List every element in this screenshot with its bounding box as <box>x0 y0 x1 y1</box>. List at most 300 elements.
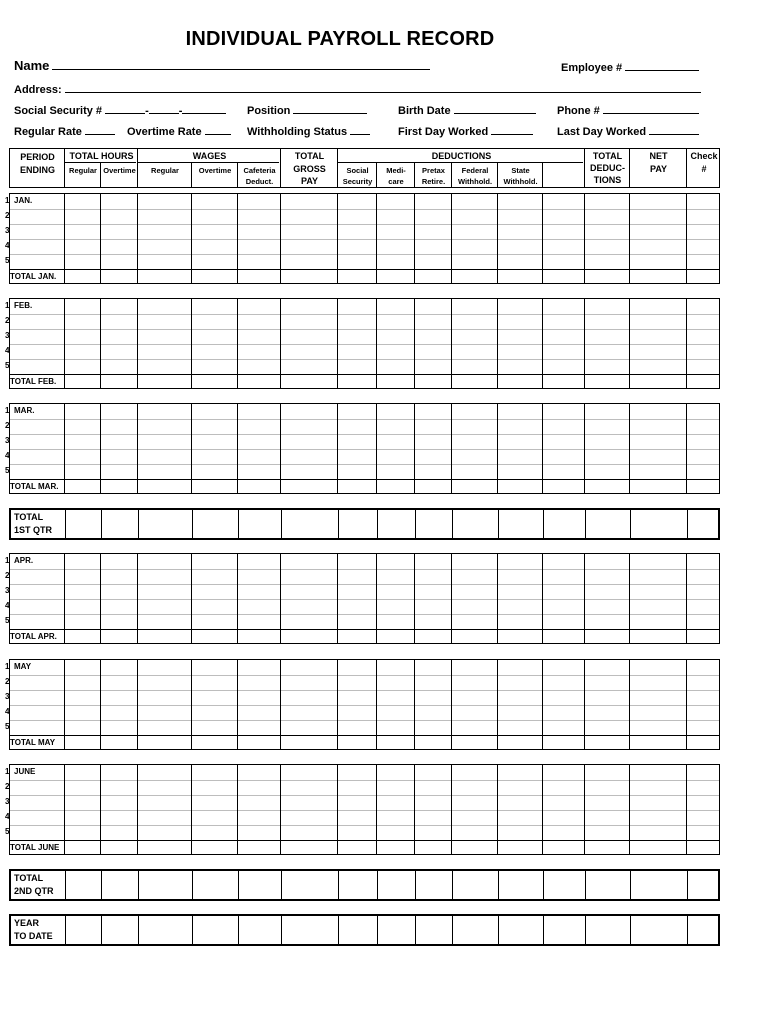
row-divider <box>10 810 719 811</box>
column-divider <box>338 916 339 944</box>
column-divider <box>376 554 377 643</box>
header-column-divider <box>686 149 687 187</box>
table-row[interactable] <box>10 675 719 690</box>
column-divider <box>415 510 416 538</box>
ssn-part1-line[interactable] <box>105 103 145 114</box>
header-column-divider <box>584 149 585 187</box>
header-subcolumn-divider <box>376 163 377 187</box>
table-row[interactable] <box>10 705 719 720</box>
name-line[interactable] <box>52 59 430 70</box>
table-row[interactable] <box>10 329 719 344</box>
column-divider <box>191 554 192 643</box>
ssn-part3-line[interactable] <box>182 103 226 114</box>
ssn-sep1: - <box>145 105 149 117</box>
column-divider <box>687 510 688 538</box>
row-number: 4 <box>5 812 10 821</box>
column-divider <box>630 871 631 899</box>
row-number: 1 <box>5 556 10 565</box>
row-number: 5 <box>5 827 10 836</box>
column-divider <box>338 510 339 538</box>
header-group-underline <box>338 162 583 163</box>
row-divider <box>10 254 719 255</box>
header-federal-line1: Federal <box>461 166 489 175</box>
column-divider <box>101 510 102 538</box>
address-field[interactable] <box>14 82 701 96</box>
column-divider <box>137 299 138 388</box>
header-medicare-line2: care <box>388 177 404 186</box>
ssn-sep2: - <box>178 105 183 117</box>
row-divider <box>10 584 719 585</box>
table-row[interactable] <box>10 780 719 795</box>
column-divider <box>377 871 378 899</box>
column-divider <box>414 660 415 749</box>
phone-line[interactable] <box>603 103 699 114</box>
position-field[interactable] <box>247 103 367 117</box>
column-divider <box>542 299 543 388</box>
employee-label: Employee # <box>561 62 623 74</box>
header-subcolumn-divider <box>191 163 192 187</box>
column-divider <box>280 404 281 493</box>
table-row[interactable] <box>10 359 719 374</box>
withholding-field[interactable] <box>247 124 370 138</box>
column-divider <box>376 194 377 283</box>
column-divider <box>237 404 238 493</box>
column-divider <box>100 299 101 388</box>
row-number: 5 <box>5 256 10 265</box>
header-social-security <box>338 166 377 187</box>
column-divider <box>238 916 239 944</box>
employee-line[interactable] <box>625 60 699 71</box>
quarter-total-line2: 2ND QTR <box>14 886 54 896</box>
table-row[interactable] <box>10 314 719 329</box>
header-medicare <box>377 166 415 187</box>
column-divider <box>64 554 65 643</box>
month-block <box>9 403 720 494</box>
column-divider <box>497 554 498 643</box>
table-row[interactable] <box>10 690 719 705</box>
row-divider <box>10 359 719 360</box>
table-row[interactable] <box>10 584 719 599</box>
regular-rate-field[interactable] <box>14 124 115 138</box>
table-row[interactable] <box>10 194 719 209</box>
header-total-hours: TOTAL HOURS <box>69 151 134 161</box>
table-row[interactable] <box>10 434 719 449</box>
column-divider <box>415 916 416 944</box>
row-divider <box>10 599 719 600</box>
column-divider <box>542 404 543 493</box>
table-row[interactable] <box>10 209 719 224</box>
column-divider <box>687 871 688 899</box>
column-divider <box>101 916 102 944</box>
address-line[interactable] <box>65 82 701 93</box>
month-total-label: TOTAL JUNE <box>10 843 60 852</box>
quarter-total-label <box>14 872 54 898</box>
header-cafeteria-line1: Cafeteria <box>243 166 276 175</box>
row-number: 1 <box>5 662 10 671</box>
column-divider <box>237 299 238 388</box>
header-column-divider <box>280 149 281 187</box>
table-row[interactable] <box>10 825 719 840</box>
column-divider <box>100 660 101 749</box>
month-total-label: TOTAL MAY <box>10 738 56 747</box>
overtime-rate-field[interactable] <box>127 124 231 138</box>
header-subcolumn-divider <box>542 163 543 187</box>
phone-label: Phone # <box>557 105 600 117</box>
column-divider <box>415 871 416 899</box>
header-total-gross <box>281 151 338 187</box>
column-divider <box>414 194 415 283</box>
header-net-line1: NET <box>649 151 668 161</box>
position-label: Position <box>247 105 291 117</box>
quarter-total-line1: TOTAL <box>14 512 44 522</box>
column-divider <box>337 194 338 283</box>
column-divider <box>338 871 339 899</box>
column-divider <box>192 916 193 944</box>
column-divider <box>686 404 687 493</box>
header-deductions: DEDUCTIONS <box>431 151 492 161</box>
row-number: 1 <box>5 406 10 415</box>
column-divider <box>280 765 281 854</box>
header-subcolumn-divider <box>237 163 238 187</box>
column-divider <box>629 660 630 749</box>
month-label: FEB. <box>14 301 33 310</box>
column-divider <box>64 765 65 854</box>
header-total-gross-line3: PAY <box>300 176 318 186</box>
column-divider <box>687 916 688 944</box>
employee-field[interactable] <box>561 60 699 74</box>
column-divider <box>686 765 687 854</box>
header-total-gross-line2: GROSS <box>293 164 326 174</box>
quarter-total-block <box>9 869 720 901</box>
month-total-label: TOTAL MAR. <box>10 482 59 491</box>
row-number: 4 <box>5 346 10 355</box>
table-row[interactable] <box>10 404 719 419</box>
column-divider <box>414 404 415 493</box>
first-day-label: First Day Worked <box>398 126 489 138</box>
row-divider <box>10 569 719 570</box>
phone-field[interactable] <box>557 103 699 117</box>
column-divider <box>498 510 499 538</box>
column-divider <box>65 916 66 944</box>
last-day-label: Last Day Worked <box>557 126 647 138</box>
column-divider <box>100 765 101 854</box>
table-row[interactable] <box>10 239 719 254</box>
table-row[interactable] <box>10 720 719 735</box>
header-total-ded-line2: DEDUC- <box>590 163 625 173</box>
table-row[interactable] <box>10 614 719 629</box>
row-number: 2 <box>5 211 10 220</box>
column-divider <box>237 554 238 643</box>
row-number: 4 <box>5 601 10 610</box>
column-divider <box>238 510 239 538</box>
column-divider <box>238 871 239 899</box>
column-divider <box>138 510 139 538</box>
name-field[interactable] <box>14 58 430 73</box>
header-state-line2: Withhold. <box>503 177 538 186</box>
header-medicare-line1: Medi- <box>386 166 406 175</box>
column-divider <box>337 765 338 854</box>
regular-rate-line[interactable] <box>85 124 115 135</box>
row-number: 2 <box>5 421 10 430</box>
header-check-line1: Check <box>690 151 718 161</box>
column-divider <box>337 660 338 749</box>
header-total-ded-line1: TOTAL <box>592 151 623 161</box>
column-divider <box>280 299 281 388</box>
row-divider <box>10 209 719 210</box>
table-row[interactable] <box>10 299 719 314</box>
column-divider <box>65 871 66 899</box>
column-divider <box>451 404 452 493</box>
quarter-total-label <box>14 511 52 537</box>
total-row-divider <box>10 479 719 480</box>
last-day-field[interactable] <box>557 124 699 138</box>
table-row[interactable] <box>10 810 719 825</box>
column-divider <box>337 299 338 388</box>
column-divider <box>498 916 499 944</box>
month-block <box>9 193 720 284</box>
column-divider <box>137 660 138 749</box>
table-row[interactable] <box>10 569 719 584</box>
column-divider <box>629 404 630 493</box>
column-divider <box>414 554 415 643</box>
last-day-line[interactable] <box>649 124 699 135</box>
column-divider <box>237 194 238 283</box>
column-divider <box>376 765 377 854</box>
column-divider <box>100 554 101 643</box>
row-divider <box>10 795 719 796</box>
header-total-ded-line3: TIONS <box>593 175 622 185</box>
column-divider <box>376 299 377 388</box>
column-divider <box>451 554 452 643</box>
row-number: 5 <box>5 722 10 731</box>
row-divider <box>10 464 719 465</box>
row-divider <box>10 780 719 781</box>
table-header <box>9 148 720 188</box>
table-row[interactable] <box>10 344 719 359</box>
row-divider <box>10 419 719 420</box>
header-pretax <box>415 166 452 187</box>
quarter-total-line2: TO DATE <box>14 931 53 941</box>
row-number: 3 <box>5 436 10 445</box>
position-line[interactable] <box>293 103 367 114</box>
table-row[interactable] <box>10 660 719 675</box>
header-total-gross-line1: TOTAL <box>294 151 325 161</box>
row-divider <box>10 449 719 450</box>
column-divider <box>497 660 498 749</box>
header-state-line1: State <box>511 166 530 175</box>
table-row[interactable] <box>10 224 719 239</box>
regular-rate-label: Regular Rate <box>14 126 82 138</box>
header-wages: WAGES <box>192 151 227 161</box>
row-number: 3 <box>5 226 10 235</box>
page-title: INDIVIDUAL PAYROLL RECORD <box>185 28 495 50</box>
column-divider <box>376 404 377 493</box>
column-divider <box>629 194 630 283</box>
header-net-line2: PAY <box>649 164 667 174</box>
column-divider <box>584 404 585 493</box>
header-federal <box>452 166 498 187</box>
column-divider <box>100 404 101 493</box>
quarter-total-line2: 1ST QTR <box>14 525 53 535</box>
column-divider <box>337 404 338 493</box>
column-divider <box>452 871 453 899</box>
header-group-underline <box>138 162 279 163</box>
withholding-label: Withholding Status <box>247 126 348 138</box>
row-divider <box>10 314 719 315</box>
column-divider <box>280 194 281 283</box>
column-divider <box>497 404 498 493</box>
total-row-divider <box>10 374 719 375</box>
row-number: 4 <box>5 451 10 460</box>
column-divider <box>451 194 452 283</box>
overtime-rate-line[interactable] <box>205 124 231 135</box>
column-divider <box>452 510 453 538</box>
overtime-rate-label: Overtime Rate <box>127 126 202 138</box>
quarter-total-line1: YEAR <box>14 918 40 928</box>
month-total-label: TOTAL APR. <box>10 632 57 641</box>
row-number: 1 <box>5 196 10 205</box>
column-divider <box>543 510 544 538</box>
row-divider <box>10 614 719 615</box>
header-column-divider <box>64 149 65 187</box>
header-subcolumn-divider <box>451 163 452 187</box>
birth-date-line[interactable] <box>454 103 536 114</box>
header-hours-overtime: Overtime <box>103 166 136 175</box>
column-divider <box>237 765 238 854</box>
column-divider <box>585 871 586 899</box>
column-divider <box>451 299 452 388</box>
ssn-part2-line[interactable] <box>149 103 179 114</box>
table-row[interactable] <box>10 765 719 780</box>
column-divider <box>542 194 543 283</box>
row-number: 5 <box>5 361 10 370</box>
column-divider <box>65 510 66 538</box>
column-divider <box>542 660 543 749</box>
row-divider <box>10 329 719 330</box>
month-block <box>9 659 720 750</box>
column-divider <box>64 660 65 749</box>
column-divider <box>376 660 377 749</box>
header-wages-overtime: Overtime <box>198 166 232 175</box>
table-row[interactable] <box>10 554 719 569</box>
month-label: APR. <box>14 556 34 565</box>
column-divider <box>585 916 586 944</box>
quarter-total-line1: TOTAL <box>14 873 44 883</box>
column-divider <box>337 554 338 643</box>
column-divider <box>452 916 453 944</box>
row-divider <box>10 224 719 225</box>
column-divider <box>542 765 543 854</box>
table-row[interactable] <box>10 449 719 464</box>
column-divider <box>377 916 378 944</box>
row-divider <box>10 690 719 691</box>
row-divider <box>10 239 719 240</box>
header-federal-line2: Withhold. <box>457 177 493 186</box>
column-divider <box>138 871 139 899</box>
row-number: 3 <box>5 331 10 340</box>
column-divider <box>137 194 138 283</box>
column-divider <box>584 299 585 388</box>
header-column-divider <box>629 149 630 187</box>
first-day-line[interactable] <box>491 124 533 135</box>
column-divider <box>137 765 138 854</box>
column-divider <box>498 871 499 899</box>
row-number: 3 <box>5 797 10 806</box>
withholding-line[interactable] <box>350 124 370 135</box>
row-number: 4 <box>5 707 10 716</box>
column-divider <box>543 871 544 899</box>
row-number: 2 <box>5 571 10 580</box>
column-divider <box>584 554 585 643</box>
ssn-field[interactable] <box>14 103 226 117</box>
column-divider <box>414 299 415 388</box>
table-row[interactable] <box>10 419 719 434</box>
month-label: MAR. <box>14 406 35 415</box>
table-row[interactable] <box>10 254 719 269</box>
total-row-divider <box>10 840 719 841</box>
column-divider <box>191 660 192 749</box>
row-number: 3 <box>5 692 10 701</box>
table-row[interactable] <box>10 795 719 810</box>
address-label: Address: <box>14 84 62 96</box>
header-period-line2: ENDING <box>19 165 55 175</box>
row-number: 4 <box>5 241 10 250</box>
column-divider <box>414 765 415 854</box>
month-total-label: TOTAL JAN. <box>10 272 57 281</box>
first-day-field[interactable] <box>398 124 533 138</box>
column-divider <box>281 916 282 944</box>
column-divider <box>686 194 687 283</box>
month-block <box>9 764 720 855</box>
quarter-total-block <box>9 914 720 946</box>
column-divider <box>138 916 139 944</box>
row-number: 5 <box>5 616 10 625</box>
column-divider <box>686 299 687 388</box>
column-divider <box>630 510 631 538</box>
month-label: JUNE <box>14 767 36 776</box>
row-number: 2 <box>5 316 10 325</box>
header-state <box>498 166 543 187</box>
table-row[interactable] <box>10 599 719 614</box>
row-divider <box>10 675 719 676</box>
column-divider <box>543 916 544 944</box>
row-number: 3 <box>5 586 10 595</box>
header-social-line1: Social <box>346 166 369 175</box>
column-divider <box>585 510 586 538</box>
row-number: 2 <box>5 677 10 686</box>
header-subcolumn-divider <box>100 163 101 187</box>
month-block <box>9 298 720 389</box>
column-divider <box>377 510 378 538</box>
ssn-label: Social Security # <box>14 105 103 117</box>
column-divider <box>137 404 138 493</box>
column-divider <box>191 404 192 493</box>
header-check-line2: # <box>701 164 707 174</box>
row-divider <box>10 344 719 345</box>
birth-date-field[interactable] <box>398 103 536 117</box>
header-total-deductions <box>585 151 630 186</box>
column-divider <box>629 765 630 854</box>
column-divider <box>584 765 585 854</box>
row-divider <box>10 705 719 706</box>
header-net-pay <box>630 151 687 175</box>
table-row[interactable] <box>10 464 719 479</box>
column-divider <box>686 660 687 749</box>
column-divider <box>584 660 585 749</box>
header-social-line2: Security <box>342 177 373 186</box>
header-wages-regular: Regular <box>151 166 179 175</box>
header-pretax-line2: Retire. <box>421 177 446 186</box>
